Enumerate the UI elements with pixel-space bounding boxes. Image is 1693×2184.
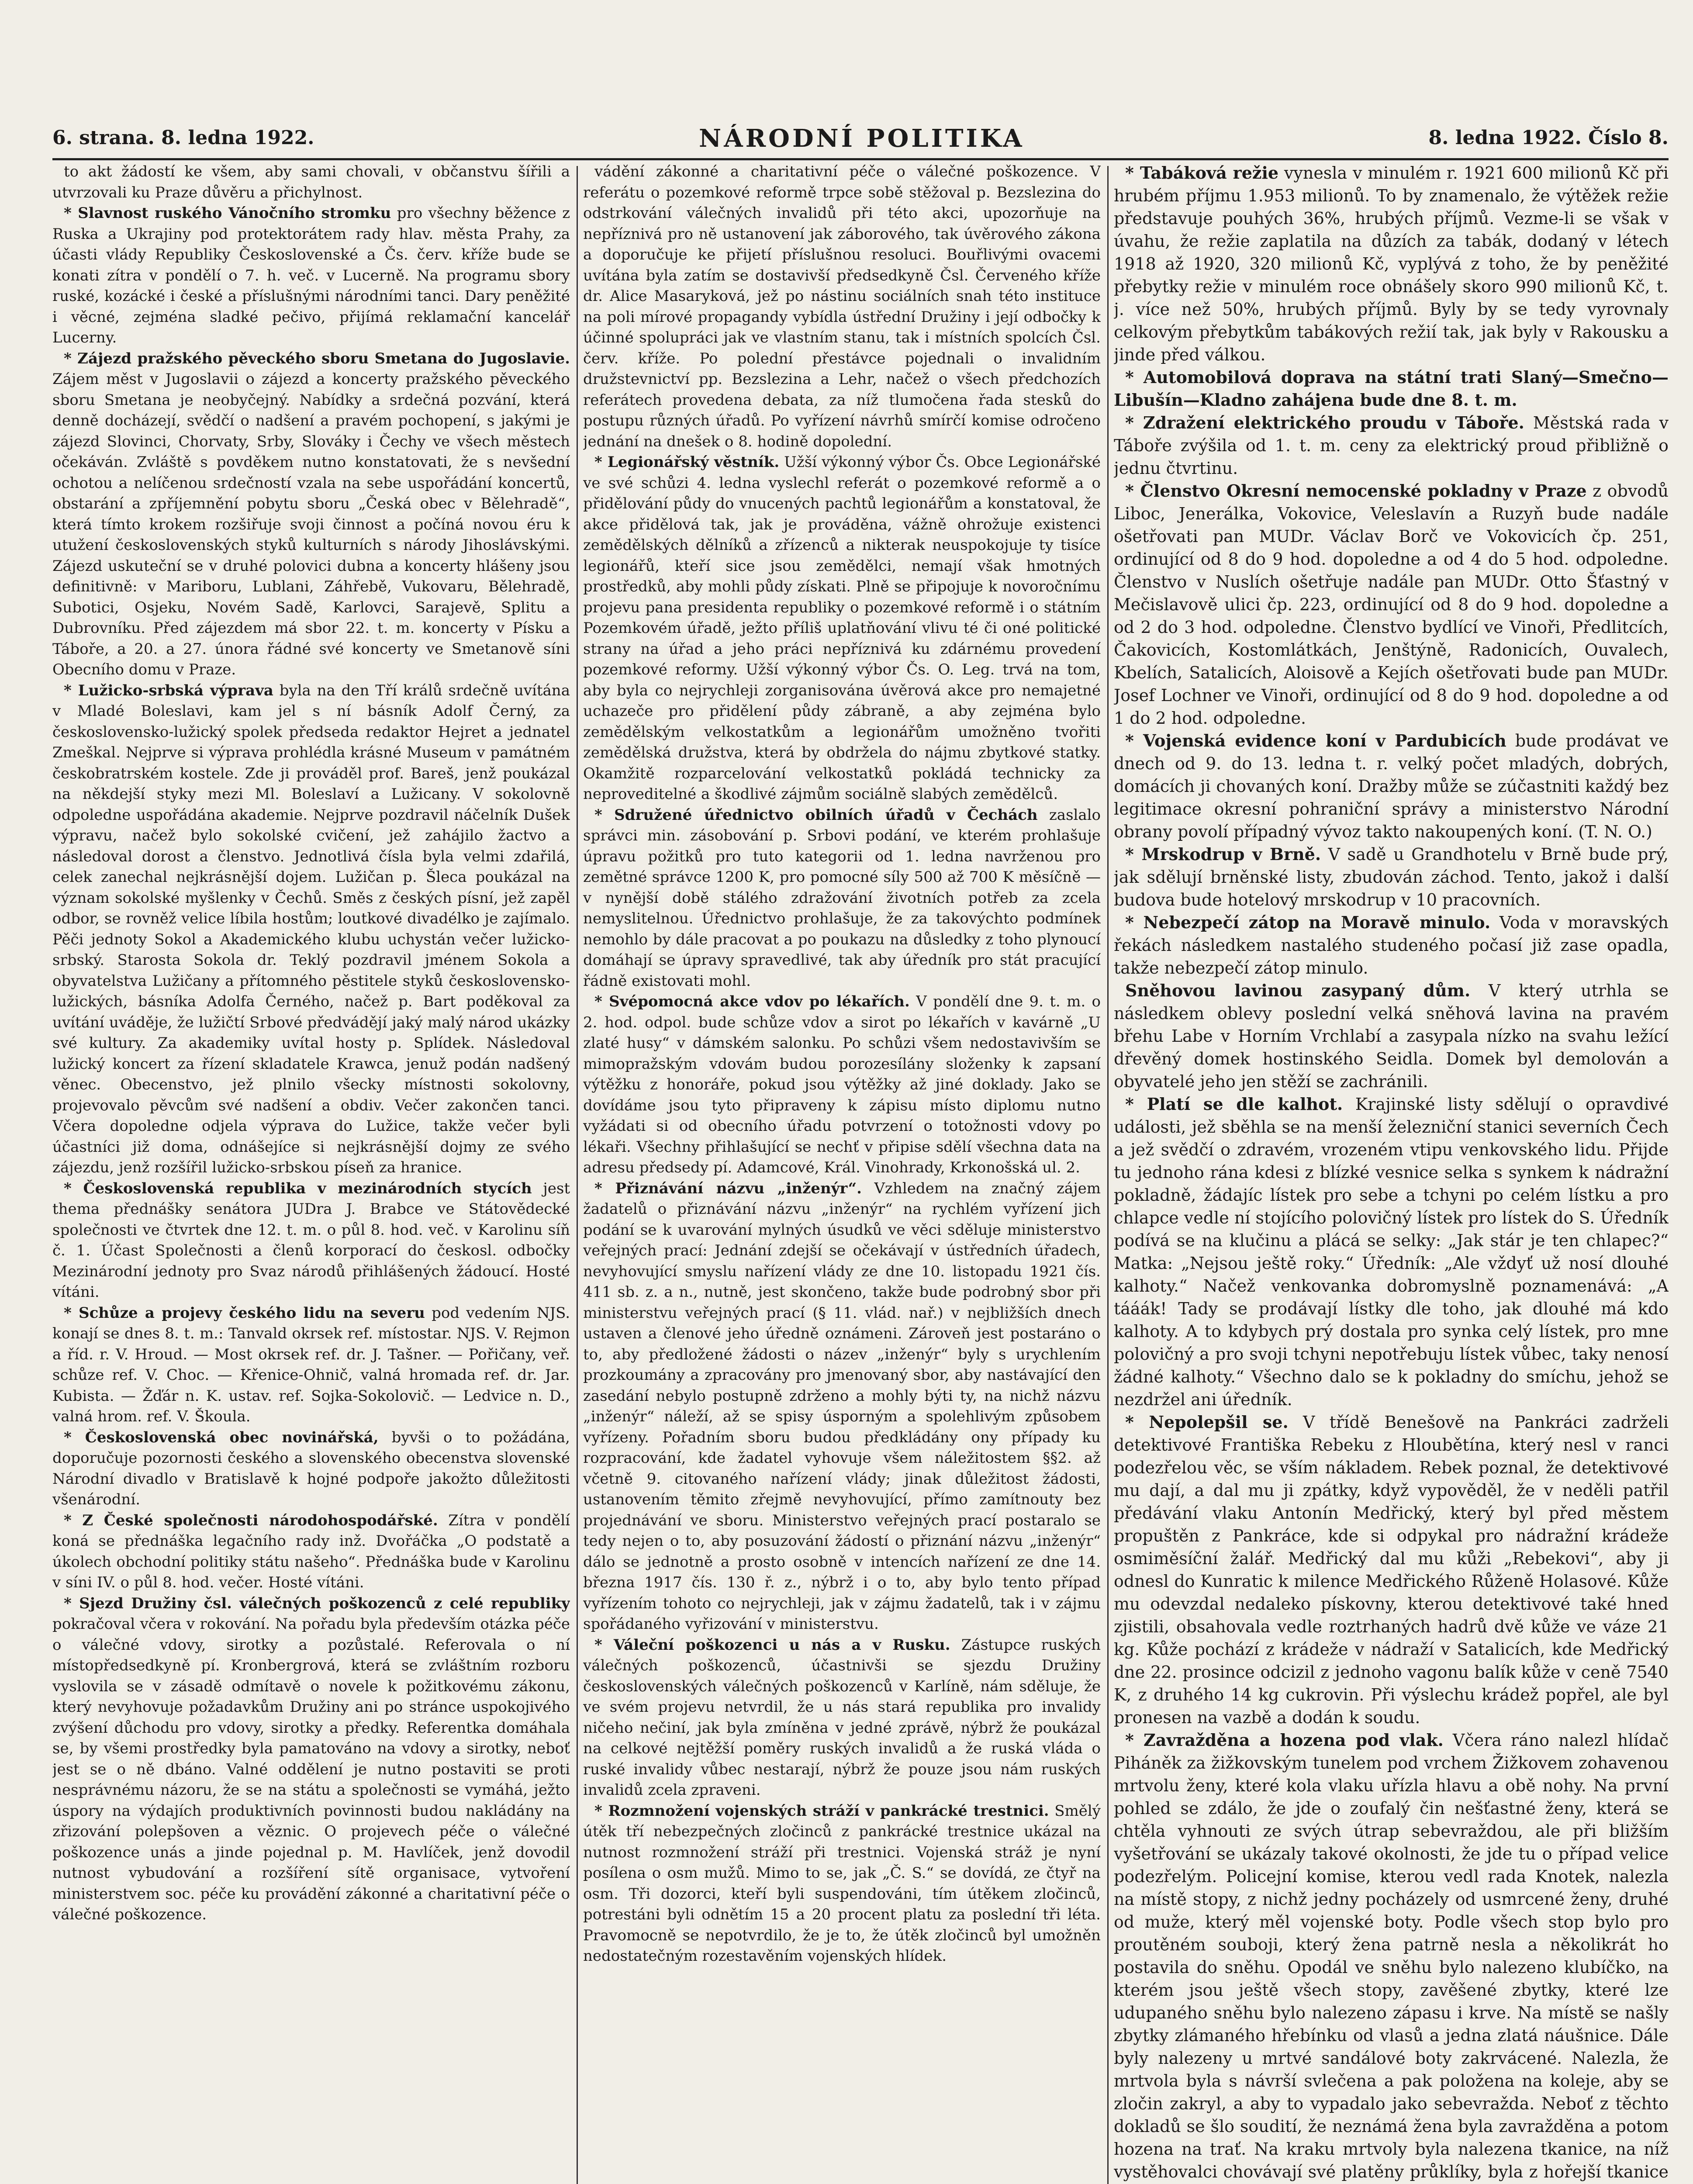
article-paragraph bbox=[583, 1801, 1101, 1967]
article-text: Vzhledem na značný zájem žadatelů o přiznávání názvu „inženýr“ na rychlém vyřízení jich podání se k uvarování mylných úsudků ve věci sděluje ministerstvo veřejných prací: Jednání zdejší se očekávají v ústředních úřadech, nevyhovující smyslu nařízení vlády ze dne 10. listopadu 1921 čís. 411 sb. z. a n., nutně, jest skončeno, takže bude podrobný sbor při ministerstvu veřejných prací (§ 11. vlád. nař.) v nejbližších dnech ustaven a členové jeho úředně oznámeni. Zároveň jest postaráno o to, aby předložené žádosti o název „inženýr“ byly s urychlením prozkoumány a zpracovány pro jmenovaný sbor, aby nastávající den zasedání nebylo postupně zdrženo a mohly býti ty, na nichž názvu „inženýr“ náleží, až se spisy úsporným a spolehlivým způsobem vyřízeny. Pořadním sboru budou předkládány ony případy ku rozpracování, kde žadatel vyhovuje všem náležitostem §§2. až včetně 9. citovaného nařízení vlády; jinak důležitost žádosti, ustanovením těmito zřejmě nevyhovující, přímo zamítnouty bez projednávání ve sboru. Ministerstvo veřejných prací postaralo se tedy nejen o to, aby posuzování žádostí o přiznání názvu „inženýr“ dálo se jednotně a prosto osobně v intencích nařízení ze dne 14. března 1917 čís. 130 ř. z., nýbrž i o to, aby bylo tento případ vyřízením tohoto co nejrychleji, jak v zájmu žadatelů, tak i v zájmu spořádaného vyřizování v ministerstvu. bbox=[583, 1179, 1101, 1633]
article-text: byla na den Tří králů srdečně uvítána v Mladé Boleslavi, kam jel s ní básník Adolf Černý, za československo-lužický spolek předseda redaktor Hejret a jednatel Zmeškal. Nejprve si výprava prohlédla krásné Museum v památném českobratrském kostele. Zde ji prováděl prof. Bareš, jenž poukázal na někdejší styky mezi Ml. Boleslaví a Lužicany. V sokolovně odpoledne uspořádána akademie. Nejprve pozdravil náčelník Dušek výpravu, načež bylo sokolské cvičení, jež zahájilo žactvo a následoval dorost a členstvo. Jednotlivá čísla byla velmi zdařilá, celek zanechal nejkrásnější dojem. Lužičan p. Šleca poukázal na význam sokolské myšlenky v Čechů. Směs z českých písní, jež zapěl odbor, se rovněž velice líbila hostům; loutkové divadélko je zajímalo. Pěči jednoty Sokol a Akademického klubu uchystán večer lužicko-srbský. Starosta Sokola dr. Teklý pozdravil jménem Sokola a obyvatelstva Lužičany a přítomného pěstitele styků československo-lužických, básníka Adolfa Černého, načež p. Bart poděkoval za uvítání uváděje, že lužičtí Srbové předvádějí jaký malý národ ukázky své kultury. Za akademiky uvítal hosty p. Splídek. Následoval lužický koncert za řízení skladatele Krawca, jenuž podán nadšený věnec. Obecenstvo, jež plnilo všecky místnosti sokolovny, projevovalo pěvcům své nadšení a obdiv. Večer zakončen tanci. Včera dopoledne odjela výprava do Lužice, takže večer byli účastníci již doma, odnášejíce si nejkrásnější dojmy ze svého zájezdu, jenž rozšířil lužicko-srbskou píseň za hranice. bbox=[52, 681, 570, 1176]
article-heading: * Zájezd pražského pěveckého sboru Smetana do Jugoslavie. bbox=[64, 349, 570, 367]
article-text: vynesla v minulém r. 1921 600 milionů Kč při hrubém příjmu 1.953 milionů. To by znamenalo, že výtěžek režie představuje pouhých 36%, hrubých příjmů. Vezme-li se však v úvahu, že režie zaplatila na důzích za tabák, dodaný v létech 1918 až 1920, 320 milionů Kč, vyplývá z toho, že by peněžité přebytky režie v minulém roce obnášely skoro 990 milionů Kč, t. j. více než 50%, hrubých příjmů. Byly by se tedy vyrovnaly celkovým přebytkům tabákových režií tak, jak byly v Rakousku a jinde před válkou. bbox=[1114, 163, 1669, 364]
article-text: byvši o to požádána, doporučuje pozornosti českého a slovenského obecenstva slovenské Národní divadlo v Bratislavě k hojné podpoře jakožto důležitosti všenárodní. bbox=[52, 1428, 570, 1508]
article-text: z obvodů Liboc, Jenerálka, Vokovice, Veleslavín a Ruzyň bude nadále ošetřovati pan MUDr. Václav Borč ve Vokovicích čp. 251, ordinující od 8 do 9 hod. dopoledne a od 4 do 5 hod. odpoledne. Členstvo v Nuslích ošetřuje nadále pan MUDr. Otto Šťastný v Mečislavově ulici čp. 223, ordinující od 8 do 9 hod. dopoledne a od 2 do 3 hod. odpoledne. Členstvo bydlící ve Vinoři, Předlitcích, Čakovicích, Kostomlátkách, Jenštýně, Radonicích, Ouvalech, Kbelích, Satalicích, Aloisově a Kejích ošetřovati bude pan MUDr. Josef Lochner ve Vinoři, ordinující od 8 do 9 hod. dopoledne a od 1 do 2 hod. odpoledne. bbox=[1114, 481, 1669, 728]
article-heading: * Z České společnosti národohospodářské. bbox=[64, 1511, 438, 1529]
article-paragraph bbox=[52, 1303, 570, 1427]
article-paragraph bbox=[1114, 162, 1669, 366]
article-text: Užší výkonný výbor Čs. Obce Legionářské ve své schůzi 4. ledna vyslechl referát o pozemkové reformě a o přidělování půdy do vnucených pachtů legionářům a konstatoval, že akce přidělová tak, jak je prováděna, vážně ohrožuje existenci zemědělských dělníků a zřízenců a nikterak neuspokojuje ty tisíce legionářů, kteří sice jsou zemědělci, nemají však hmotných prostředků, aby mohli půdy získati. Plně se připojuje k novoročnímu projevu pana presidenta republiky o pozemkové reformě i o státním Pozemkovém úřadě, ježto příliš uplatňování vlivu té či oné politické strany na úřad a jeho práci nepříznivá ku zdárnému provedení pozemkové reformy. Užší výkonný výbor Čs. O. Leg. trvá na tom, aby byla co nejrychleji zorganisována úvěrová akce pro nemajetné uchazeče pro přidělení půdy zábraně, a aby zejména bylo zemědělským velkostatkům a legionářům umožněno tvořiti zemědělská družstva, která by obdržela do nájmu zbytkové statky. Okamžitě rozparcelování velkostatků pokládá technicky za neproveditelné a škodlivé zájmům sociálně slabých zemědělců. bbox=[583, 453, 1101, 803]
article-paragraph bbox=[1114, 911, 1669, 979]
article-paragraph bbox=[583, 992, 1101, 1178]
article-heading: * Československá obec novinářská, bbox=[64, 1428, 379, 1446]
column-2 bbox=[583, 162, 1101, 2184]
article-text: pro všechny běžence z Ruska a Ukrajiny pod protektorátem rady hlav. města Prahy, za účasti vlády Republiky Československé a Čs. červ. kříže bude se konati zítra v pondělí o 7. h. več. v Lucerně. Na programu sbory ruské, kozácké i české a příslušnými národními tanci. Dary peněžité i věcné, zejména sladké pečivo, přijímá reklamační kancelář Lucerny. bbox=[52, 204, 570, 346]
column-3 bbox=[1114, 162, 1669, 2184]
article-text: V sadě u Grandhotelu v Brně bude prý, jak sdělují brněnské listy, zbudován záchod. Tento, jakož i další budova bude hotelový mrskodrup v 10 pracovních. bbox=[1114, 845, 1669, 909]
article-heading: * Mrskodrup v Brně. bbox=[1125, 844, 1321, 864]
article-paragraph bbox=[1114, 366, 1669, 411]
article-heading: * Přiznávání názvu „inženýr“. bbox=[594, 1179, 862, 1197]
header-right: 8. ledna 1922. Číslo 8. bbox=[1428, 127, 1669, 149]
article-heading: * Schůze a projevy českého lidu na severu bbox=[64, 1304, 425, 1322]
article-text: to akt žádostí ke všem, aby sami chovali, v občanstvu šířili a utvrzovali ku Praze důvěru a přichylnost. bbox=[52, 163, 570, 201]
article-text: V pondělí dne 9. t. m. o 2. hod. odpol. bude schůze vdov a sirot po lékařích v kavárně „U zlaté husy“ v dámském salonku. Po schůzi všem nedostavivším se mimopražským vdovám budou porozesílány složenky k zapsaní výtěžku z honoráře, pokud jsou výtěžky až jiné doklady. Jako se dovídáme jsou tyto připraveny k zápisu místo diplomu nutno vyžádati si od obecního úřadu potvrzení o totožnosti vdovy po lékaři. Všechny přihlašující se nechť v připise sdělí všechna data na adresu předsedy pí. Adamcové, Král. Vinohrady, Krkonošská ul. 2. bbox=[583, 993, 1101, 1176]
article-heading: * Členstvo Okresní nemocenské pokladny v Praze bbox=[1125, 481, 1587, 501]
article-heading: * Automobilová doprava na státní trati Slaný—Smečno—Libušín—Kladno zahájena bude dne 8. t. m. bbox=[1114, 367, 1669, 410]
article-paragraph bbox=[1114, 979, 1669, 1093]
article-paragraph bbox=[52, 349, 570, 681]
article-heading: * Svépomocná akce vdov po lékařích. bbox=[594, 993, 910, 1010]
article-paragraph bbox=[583, 805, 1101, 992]
article-paragraph bbox=[583, 1635, 1101, 1801]
article-paragraph bbox=[1114, 480, 1669, 729]
article-heading: * Platí se dle kalhot. bbox=[1125, 1094, 1343, 1114]
column-divider-2 bbox=[1107, 166, 1109, 2184]
article-paragraph bbox=[1114, 843, 1669, 911]
article-heading: * Československá republika v mezinárodních stycích bbox=[64, 1179, 532, 1197]
article-text: V který utrhla se následkem oblevy poslední velká sněhová lavina na pravém břehu Labe v Horním Vrchlabí a zasypala nízko na svahu ležící dřevěný domek hostinského Seidla. Domek byl demolován a obyvatelé jeho jen stěží se zachránili. bbox=[1114, 981, 1669, 1091]
article-paragraph bbox=[1114, 411, 1669, 480]
article-paragraph bbox=[1114, 1729, 1669, 2184]
article-text: Voda v moravských řekách následkem nastalého studeného počasí již zase opadla, takže nebezpečí zátop minulo. bbox=[1114, 913, 1669, 978]
article-paragraph bbox=[583, 162, 1101, 452]
article-paragraph bbox=[1114, 1411, 1669, 1729]
article-heading: * Nebezpečí zátop na Moravě minulo. bbox=[1125, 912, 1491, 932]
article-text: V třídě Benešově na Pankráci zadrželi detektivové Františka Rebeku z Hloubětína, který nesl v ranci podezřelou věc, se vším nákladem. Rebek poznal, že detektivové mu dají, a dal mu ji zpátky, když vypověděl, že v neděli patřil předávání vlaku Antonín Medřický, který byl před městem propuštěn z Pankráce, kde si odpykal pro nádražní krádeže osmiměsíční žalář. Medřický dal mu kůži „Rebekovi“, aby ji odnesl do Kunratic k milence Medřického Růženě Holasové. Kůže mu odevzdal nedaleko pískovny, kterou detektivové také hned zjistili, obsahovala vedle roztrhaných hadrů dvě kůže ve váze 21 kg. Kůže pochází z krádeže v nádraží v Satalicích, kde Medřický dne 22. prosince odcizil z jednoho vagonu balík kůže v ceně 7540 K, z druhého 14 kg cukrovin. Při výslechu krádež popřel, ale byl pronesen na vazbě a dodán k soudu. bbox=[1114, 1413, 1669, 1727]
article-paragraph bbox=[1114, 729, 1669, 843]
article-paragraph bbox=[52, 203, 570, 349]
column-1 bbox=[52, 162, 570, 2184]
article-text: Smělý útěk tří nebezpečných zločinců z pankrácké trestnice ukázal na nutnost rozmnožení stráží při trestnici. Vojenská stráž je nyní posílena o osm mužů. Mimo to se, jak „Č. S.“ se dovídá, ze čtyř na osm. Tři dozorci, kteří byli suspendováni, tím útěkem zločinců, potrestáni byli odnětím 15 a 20 procent platu za poslední tři léta. Pravomocně se nepotvrdilo, že je to, že útěk zločinců byl umožněn nedostatečným rozestavěním vojenských hlídek. bbox=[583, 1802, 1101, 1965]
article-heading: * Vojenská evidence koní v Pardubicích bbox=[1125, 731, 1506, 750]
article-paragraph bbox=[52, 1427, 570, 1510]
article-paragraph bbox=[52, 1510, 570, 1593]
article-heading: * Váleční poškozenci u nás a v Rusku. bbox=[594, 1636, 950, 1654]
article-heading: Sněhovou lavinou zasypaný dům. bbox=[1125, 981, 1471, 1000]
article-paragraph bbox=[52, 1593, 570, 1925]
article-text: Městská rada v Táboře zvýšila od 1. t. m. ceny za elektrický proud přibližně o jednu čtvrtinu. bbox=[1114, 413, 1669, 478]
article-heading: * Rozmnožení vojenských stráží v pankrácké trestnici. bbox=[594, 1802, 1049, 1820]
article-text: Zájem měst v Jugoslavii o zájezd a koncerty pražského pěveckého sboru Smetana je neobyčejný. Nabídky a srdečná pozvání, která denně docházejí, svědčí o nadšení a pravém pochopení, s jakými je zájezd Slovinci, Chorvaty, Srby, Slováky i Čechy ve všech městech očekáván. Zvláště s povděkem nutno konstatovati, že s nevšední ochotou a nelíčenou srdečností vzala na sebe uspořádání koncertů, obstarání a zpříjemnění pobytu sboru „Česká obec v Bělehradě“, která tímto krokem rozšiřuje svoji činnost a počíná novou éru k utužení československých styků kulturních s národy Jihoslávskými. Zájezd uskuteční se v druhé polovici dubna a koncerty hlášeny jsou definitivně: v Mariboru, Lublani, Záhřebě, Vukovaru, Bělehradě, Subotici, Osjeku, Novém Sadě, Karlovci, Sarajevě, Splitu a Dubrovníku. Před zájezdem má sbor 22. t. m. koncerty v Písku a Táboře, a 20. a 27. února řádné své koncerty ve Smetanově síni Obecního domu v Praze. bbox=[52, 370, 570, 678]
article-text: bude prodávat ve dnech od 9. do 13. ledna t. r. velký počet mladých, dobrých, domácích ji chovaných koní. Dražby může se zúčastniti každý bez legitimace okresní pohraniční správy a ministerstvo Národní obrany povolí případný vývoz takto nakoupených koní. (T. N. O.) bbox=[1114, 731, 1669, 841]
article-heading: * Sdružené úřednictvo obilních úřadů v Čechách bbox=[594, 806, 1038, 824]
article-text: pokračoval včera v rokování. Na pořadu byla především otázka péče o válečné vdovy, sirotky a pozůstalé. Referovala o ní místopředsedkyně pí. Kronbergrová, která se zvláštním rozboru vyslovila se v zásadě odmítavě o novele k požitkovému zákonu, který nevyhovuje požadavkům Družiny ani po stránce uspokojivého zvýšení důchodu pro vdovy, sirotky a předky. Referentka domáhala se, by všemi prostředky byla pamatováno na vdovy a sirotky, neboť jest se o ně dbáno. Valné oddělení je nutno postaviti se proti nesprávnému názoru, že se na státu a společnosti se vymáhá, ježto úspory na výdajích produktivních povinnosti budou nakládány na zřizování polepšoven a věznic. O projevech péče o válečné poškozence unás a jinde pojednal p. M. Havlíček, jenž dovodil nutnost vybudování a rozšíření sítě organisace, vytvoření ministerstvem soc. péče ku provádění zákonné a charitativní péče o válečné poškozence. bbox=[52, 1615, 570, 1923]
article-text: pod vedením NJS. konají se dnes 8. t. m.: Tanvald okrsek ref. místostar. NJS. V. Rejmon a říd. r. V. Hroud. — Most okrsek ref. dr. J. Tašner. — Pořičany, veř. schůze ref. V. Choc. — Křenice-Ohnič, valná hromada ref. dr. Jar. Kubista. — Žďár n. K. ustav. ref. Sojka-Sokolovič. — Ledvice n. D., valná hrom. ref. V. Škoula. bbox=[52, 1304, 570, 1425]
article-heading: * Sjezd Družiny čsl. válečných poškozenců z celé republiky bbox=[64, 1594, 570, 1612]
article-heading: * Lužicko-srbská výprava bbox=[64, 681, 273, 699]
header-left: 6. strana. 8. ledna 1922. bbox=[52, 127, 314, 149]
article-text: vádění zákonné a charitativní péče o válečné poškozence. V referátu o pozemkové reformě trpce sobě stěžoval p. Bezslezina do odstrkování válečných invalidů při této akci, upozorňuje na nepříznivá pro ně ustanovení jak záborového, tak úvěrového zákona a doporučuje ke přijetí příslušnou resoluci. Bouřlivými ovacemi uvítána byla zatím se dostavivší předsedkyně Čsl. Červeného kříže dr. Alice Masaryková, jež po nástinu sociálních snah této instituce na poli mírové propagandy vybídla ústřední Družiny i její odbočky k účinné spolupráci jak ve vlastním stanu, tak i místních spolcích Čsl. červ. kříže. Po polední přestávce pojednali o invalidním družstevnictví pp. Bezslezina a Lehr, načež o všech předchozích referátech provedena debata, za níž tlumočena řada stesků do postupu různých úřadů. Po vyřízení návrhů smírčí komise odročeno jednání na dnešek o 8. hodině dopolední. bbox=[583, 163, 1101, 450]
article-text: jest thema přednášky senátora JUDra J. Brabce ve Státovědecké společnosti ve čtvrtek dne 12. t. m. o půl 8. hod. več. v Karolinu síň č. 1. Účast Společnosti a členů korporací do českosl. odbočky Mezinárodní jednoty pro Svaz národů přihlášených žádoucí. Hosté vítáni. bbox=[52, 1179, 570, 1301]
article-heading: * Tabáková režie bbox=[1125, 163, 1279, 183]
article-paragraph bbox=[52, 1178, 570, 1303]
article-text: Zítra v pondělí koná se přednáška legačního rady inž. Dvořáčka „O podstatě a úkolech obchodní politiky státu našeho“. Přednáška bude v Karolinu v síni IV. o půl 8. hod. večer. Hosté vítáni. bbox=[52, 1511, 570, 1591]
header-rule bbox=[52, 158, 1669, 160]
article-heading: * Nepolepšil se. bbox=[1125, 1412, 1289, 1432]
article-text: zaslalo správci min. zásobování p. Srbovi podání, ve kterém prohlašuje úpravu požitků pro tuto kategorii od 1. ledna navrženou pro zemětné správce 1200 K, pro pomocné síly 500 až 700 K měsíčně — v nynější době stálého zdražování životních potřeb za zcela nemyslitelnou. Úřednictvo prohlašuje, že za takovýchto podmínek nemohlo by dále pracovat a po poukazu na důsledky z toho plynoucí domáhají se úpravy spravedlivé, tak aby úředník pro stát pracující řádně existovati mohl. bbox=[583, 806, 1101, 990]
article-paragraph bbox=[52, 681, 570, 1178]
article-paragraph bbox=[1114, 1093, 1669, 1411]
page-header bbox=[52, 118, 1669, 157]
article-paragraph bbox=[583, 1178, 1101, 1635]
article-text: Zástupce ruských válečných poškozenců, účastnivši se sjezdu Družiny československých válečných poškozenců v Karlíně, nám sděluje, že ve svém projevu netvrdil, že u nás stará republika pro invalidy ničeho nečiní, jak byla zmíněna v jedné zprávě, nýbrž že poukázal na celkové nejtěžší poměry ruských invalidů a že ruská vláda o ruské invalidy vůbec nestarají, nýbrž že pouze jsou nám ruských invalidů zcela zpraveni. bbox=[583, 1636, 1101, 1799]
column-divider-1 bbox=[577, 166, 578, 2184]
article-heading: * Legionářský věstník. bbox=[594, 453, 780, 471]
article-heading: * Zavražděna a hozena pod vlak. bbox=[1125, 1730, 1444, 1750]
article-heading: * Slavnost ruského Vánočního stromku bbox=[64, 204, 391, 222]
article-paragraph bbox=[583, 452, 1101, 805]
article-text: Včera ráno nalezl hlídač Piháněk za žižkovským tunelem pod vrchem Žižkovem zohavenou mrtvolu ženy, které kola vlaku uřízla hlavu a obě nohy. Na první pohled se zdálo, že jde o zoufalý čin nešťastné ženy, která se chtěla vyhnouti ze svých útrap sebevraždou, ale při bližším vyšetřování se ukázaly takové okolnosti, že jde tu o případ velice podezřelým. Policejní komise, kterou vedl rada Knotek, nalezla na místě stopy, z nichž jedny pocházely od usmrcené ženy, druhé od muže, který měl vojenské boty. Podle všech stop bylo pro proutěném souboji, který žena patrně nesla a několikrát ho postavila do sněhu. Opodál ve sněhu bylo nalezeno klubíčko, na kterém jsou ještě všech stopy, zavěšené zbytky, které lze udupaného sněhu bylo nalezeno zápasu i krve. Na místě se našly zbytky zlámaného hřebínku od vlasů a jedna zlatá náušnice. Dále byly nalezeny u mrtvé sandálové boty zakrvácené. Nalezla, že mrtvola byla s návrší svlečena a pak položena na koleje, aby se zločin zakryl, a aby to vypadalo jako sebevražda. Neboť z těchto dokladů se šlo soudití, že neznámá žena byla zavražděna a potom hozena na trať. Na kraku mrtvoly byla nalezena tkanice, na níž vystěhovalci chovávají své platěny průklíky, byla z hořejší tkanice bbox=[1114, 1731, 1669, 2181]
article-text: Krajinské listy sdělují o opravdivé události, jež sběhla se na menší železniční stanici severních Čech a jež svědčí o zdravém, vrozeném vtipu venkovského lidu. Přijde tu jednoho rána kdesi z blízké vesnice selka s synkem k nádražní pokladně, žádajíc lístek pro sebe a tchyni po celém lístku a pro chlapce vedle ní stojícího polovičný lístek pro lístek do S. Úředník podívá se na klučinu a plácá se selky: „Jak stár je ten chlapec?“ Matka: „Nejsou ještě roky.“ Úředník: „Ale vždyť už nosí dlouhé kalhoty.“ Načež venkovanka dobromyslně poznamenává: „A tááák! Tady se prodávají lístky dle toho, jak dlouhé má kdo kalhoty. A to kdybych prý dostala pro synka celý lístek, pro mne polovičný a pro svoji tchyni nepotřebuju lístek vůbec, taky nenosí žádné kalhoty.“ Všechno dalo se k pokladny do smíchu, jehož se nezdržel ani úředník. bbox=[1114, 1095, 1669, 1409]
article-heading: * Zdražení elektrického proudu v Táboře. bbox=[1125, 413, 1524, 432]
masthead-title: NÁRODNÍ POLITIKA bbox=[699, 124, 1025, 153]
article-paragraph bbox=[52, 162, 570, 203]
